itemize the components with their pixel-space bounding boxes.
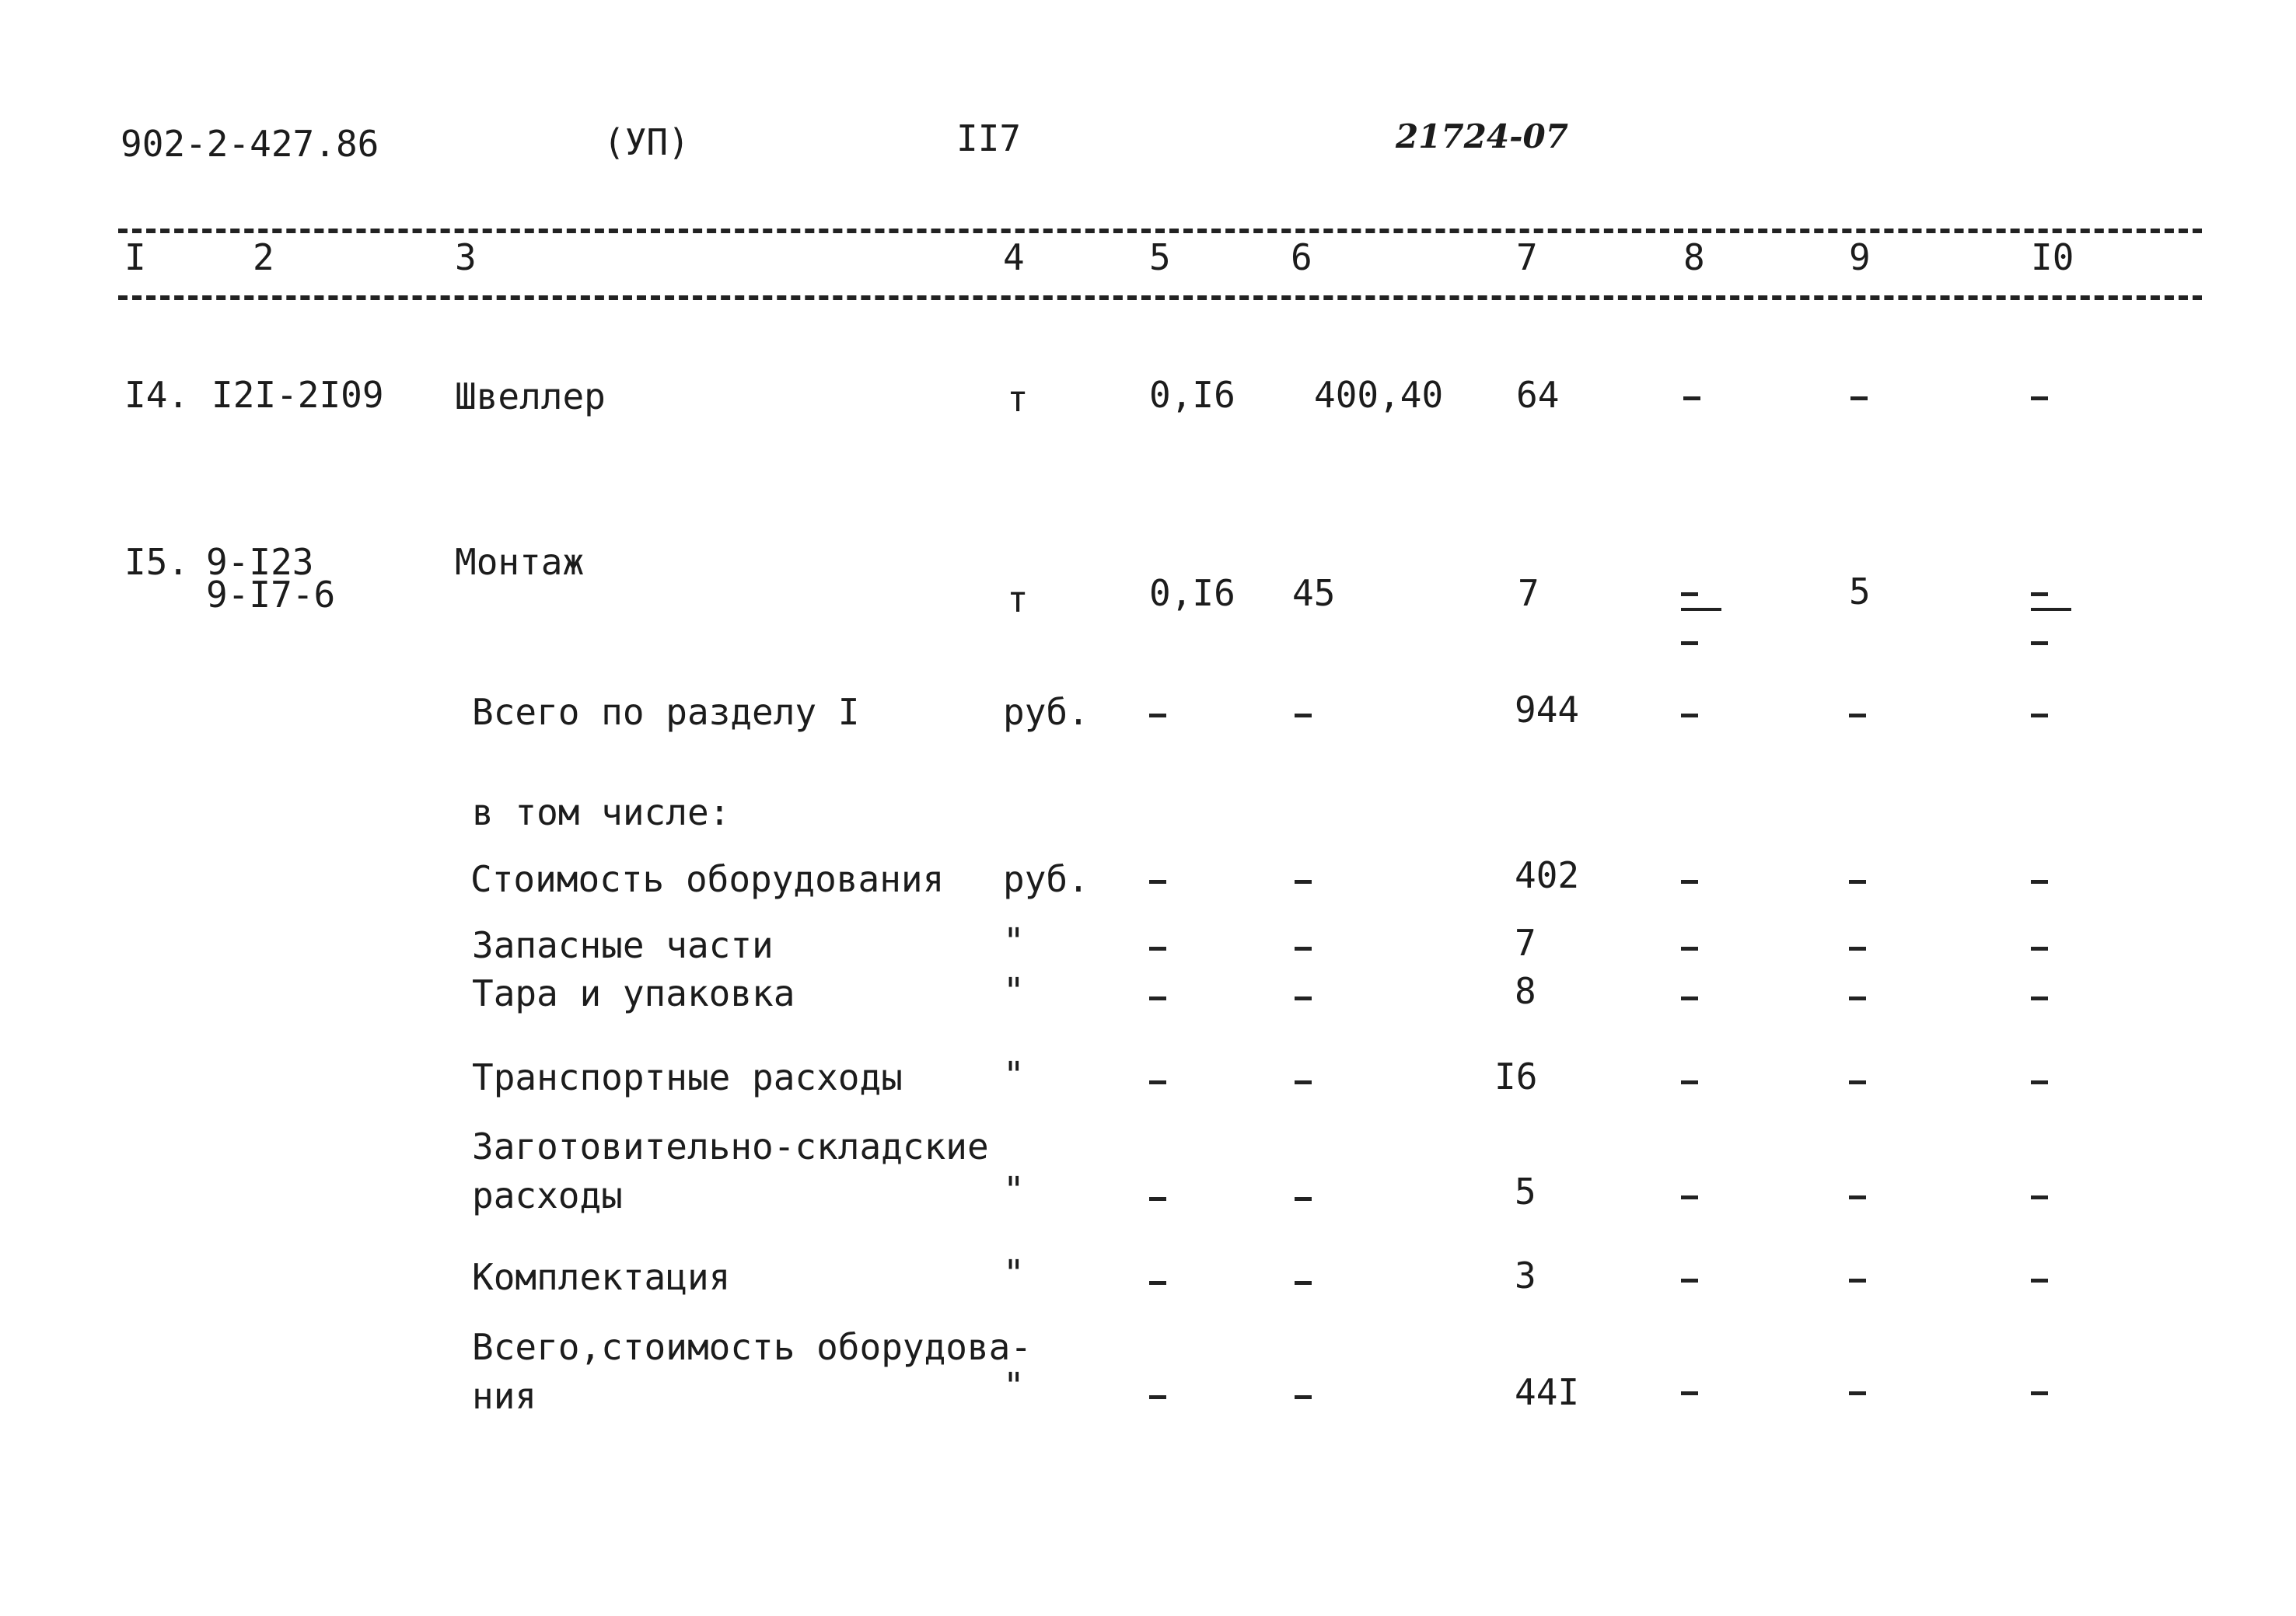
spare-parts-col6-dash bbox=[1295, 947, 1312, 951]
equipment-col6-dash bbox=[1295, 880, 1312, 884]
packaging-unit: " bbox=[1003, 970, 1025, 1012]
grand-total-col8-dash bbox=[1681, 1391, 1698, 1395]
equipment-col8-dash bbox=[1681, 880, 1698, 884]
column-header-7: 7 bbox=[1516, 236, 1538, 278]
grand-total-label-line2: ния bbox=[472, 1375, 537, 1417]
column-header-4: 4 bbox=[1003, 236, 1025, 278]
storage-col8-dash bbox=[1681, 1195, 1698, 1199]
row15-cost: 7 bbox=[1518, 572, 1539, 614]
including-label: в том числе: bbox=[472, 791, 731, 833]
transport-unit: " bbox=[1003, 1054, 1025, 1096]
row15-col10-dash-bottom bbox=[2031, 641, 2048, 645]
storage-cost: 5 bbox=[1515, 1171, 1536, 1213]
grand-total-col9-dash bbox=[1849, 1391, 1866, 1395]
row15-col10-dash-top bbox=[2031, 592, 2048, 596]
row14-quantity: 0,I6 bbox=[1149, 374, 1235, 416]
grand-total-label-line1: Всего,стоимость оборудова- bbox=[472, 1326, 1033, 1368]
row15-col8-double-line bbox=[1681, 608, 1721, 611]
column-header-6: 6 bbox=[1291, 236, 1312, 278]
total-col5-dash bbox=[1149, 714, 1166, 717]
total-label: Всего по разделу I bbox=[472, 691, 860, 733]
row15-quantity: 0,I6 bbox=[1149, 572, 1235, 614]
row14-number: I4. bbox=[124, 374, 190, 416]
equipment-unit: руб. bbox=[1003, 858, 1089, 900]
packaging-col5-dash bbox=[1149, 996, 1166, 1000]
packaging-label: Тара и упаковка bbox=[472, 972, 795, 1014]
row15-col10-double-line bbox=[2031, 608, 2071, 611]
row15-col8-dash-top bbox=[1681, 592, 1698, 596]
column-header-8: 8 bbox=[1683, 236, 1705, 278]
row15-col8-dash-bottom bbox=[1681, 641, 1698, 645]
page-number: II7 bbox=[956, 117, 1022, 159]
complectation-col10-dash bbox=[2031, 1279, 2048, 1283]
row14-col10-dash bbox=[2031, 396, 2048, 400]
equipment-col9-dash bbox=[1849, 880, 1866, 884]
transport-col9-dash bbox=[1849, 1080, 1866, 1084]
row15-unit: т bbox=[1007, 578, 1029, 620]
equipment-col5-dash bbox=[1149, 880, 1166, 884]
doc-code: 902-2-427.86 bbox=[121, 123, 379, 165]
column-header-5: 5 bbox=[1149, 236, 1171, 278]
total-col9-dash bbox=[1849, 714, 1866, 717]
row14-name: Швеллер bbox=[455, 375, 606, 417]
complectation-cost: 3 bbox=[1515, 1255, 1536, 1297]
spare-parts-unit: " bbox=[1003, 920, 1025, 962]
spare-parts-col10-dash bbox=[2031, 947, 2048, 951]
complectation-label: Комплектация bbox=[472, 1256, 731, 1298]
storage-col6-dash bbox=[1295, 1197, 1312, 1201]
grand-total-unit: " bbox=[1003, 1365, 1025, 1407]
packaging-cost: 8 bbox=[1515, 970, 1536, 1012]
row15-col9-value: 5 bbox=[1849, 571, 1871, 613]
storage-label-line2: расходы bbox=[472, 1174, 623, 1216]
complectation-col5-dash bbox=[1149, 1281, 1166, 1285]
spare-parts-col5-dash bbox=[1149, 947, 1166, 951]
storage-label-line1: Заготовительно-складские bbox=[472, 1126, 989, 1167]
row14-code: I2I-2I09 bbox=[211, 374, 384, 416]
row14-cost: 64 bbox=[1516, 374, 1560, 416]
section-code: (УП) bbox=[603, 121, 690, 163]
storage-col10-dash bbox=[2031, 1195, 2048, 1199]
header-rule-bottom bbox=[118, 295, 2202, 300]
grand-total-col6-dash bbox=[1295, 1395, 1312, 1399]
row14-price: 400,40 bbox=[1314, 374, 1444, 416]
packaging-col9-dash bbox=[1849, 996, 1866, 1000]
row15-price: 45 bbox=[1292, 572, 1336, 614]
total-cost: 944 bbox=[1515, 689, 1580, 731]
equipment-label: Стоимость оборудования bbox=[470, 858, 945, 900]
grand-total-col10-dash bbox=[2031, 1391, 2048, 1395]
grand-total-col5-dash bbox=[1149, 1395, 1166, 1399]
complectation-col6-dash bbox=[1295, 1281, 1312, 1285]
transport-cost: I6 bbox=[1494, 1056, 1538, 1098]
column-header-9: 9 bbox=[1849, 236, 1871, 278]
row15-code-1: 9-I23 bbox=[206, 541, 314, 583]
total-unit: руб. bbox=[1003, 691, 1089, 733]
equipment-col10-dash bbox=[2031, 880, 2048, 884]
total-col6-dash bbox=[1295, 714, 1312, 717]
column-header-2: 2 bbox=[253, 236, 274, 278]
header-rule-top bbox=[118, 229, 2202, 233]
spare-parts-label: Запасные части bbox=[472, 924, 774, 966]
transport-col10-dash bbox=[2031, 1080, 2048, 1084]
column-header-3: 3 bbox=[455, 236, 477, 278]
row15-number: I5. bbox=[124, 541, 190, 583]
row15-name: Монтаж bbox=[455, 541, 585, 583]
row14-unit: т bbox=[1007, 378, 1029, 420]
transport-label: Транспортные расходы bbox=[472, 1056, 903, 1098]
complectation-unit: " bbox=[1003, 1252, 1025, 1294]
storage-unit: " bbox=[1003, 1169, 1025, 1211]
equipment-cost: 402 bbox=[1515, 854, 1580, 896]
transport-col5-dash bbox=[1149, 1080, 1166, 1084]
complectation-col8-dash bbox=[1681, 1279, 1698, 1283]
packaging-col10-dash bbox=[2031, 996, 2048, 1000]
total-col10-dash bbox=[2031, 714, 2048, 717]
storage-col9-dash bbox=[1849, 1195, 1866, 1199]
row15-code-2: 9-I7-6 bbox=[206, 574, 336, 616]
spare-parts-col9-dash bbox=[1849, 947, 1866, 951]
row14-col9-dash bbox=[1850, 396, 1868, 400]
spare-parts-col8-dash bbox=[1681, 947, 1698, 951]
complectation-col9-dash bbox=[1849, 1279, 1866, 1283]
row14-col8-dash bbox=[1683, 396, 1700, 400]
column-header-1: I bbox=[124, 236, 146, 278]
grand-total-cost: 44I bbox=[1515, 1371, 1580, 1413]
packaging-col6-dash bbox=[1295, 996, 1312, 1000]
transport-col6-dash bbox=[1295, 1080, 1312, 1084]
archive-number: 21724-07 bbox=[1396, 117, 1568, 155]
column-header-10: I0 bbox=[2031, 236, 2074, 278]
spare-parts-cost: 7 bbox=[1515, 922, 1536, 964]
transport-col8-dash bbox=[1681, 1080, 1698, 1084]
packaging-col8-dash bbox=[1681, 996, 1698, 1000]
total-col8-dash bbox=[1681, 714, 1698, 717]
storage-col5-dash bbox=[1149, 1197, 1166, 1201]
